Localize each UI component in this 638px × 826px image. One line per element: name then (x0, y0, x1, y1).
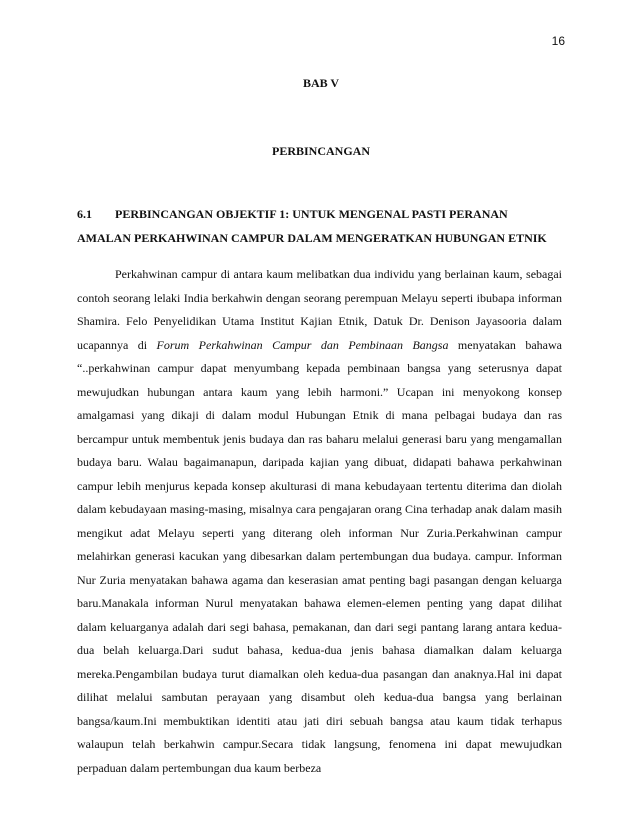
section-heading (77, 202, 562, 250)
paragraph-text-part2: menyatakan bahawa “..perkahwinan campur dapat menyumbang kepada pembinaan bangsa yang seterusnya dapat mewujudkan hubungan antara kaum yang lebih harmoni.” Ucapan ini menyokong konsep amalgamasi yang dikaji di dalam modul Hubungan Etnik di mana pelbagai budaya dan ras bercampur untuk membentuk jenis budaya dan ras baharu melalui generasi baru yang mengamallan budaya baru. Walau bagaimanapun, daripada kajian yang dibuat, didapati bahawa perkahwinan campur lebih menjurus kepada konsep akulturasi di mana kebudayaan tertentu diterima dan diolah dalam kebudayaan masing-masing, misalnya cara pengajaran orang Cina terhadap anak dalam masih mengikut adat Melayu seperti yang diterang oleh informan Nur Zuria.Perkahwinan campur melahirkan generasi kacukan yang dibesarkan dalam pertembungan dua budaya. campur. Informan Nur Zuria menyatakan bahawa agama dan keserasian amat penting bagi pasangan dengan keluarga baru.Manakala informan Nurul menyatakan bahawa elemen-elemen penting yang dapat dilihat dalam keluarganya adalah dari segi bahasa, pemakanan, dan dari segi pantang larang antara kedua-dua belah keluarga.Dari sudut bahasa, kedua-dua jenis bahasa diamalkan dalam keluarga mereka.Pengambilan budaya turut diamalkan oleh kedua-dua pasangan dan anaknya.Hal ini dapat dilihat melalui sambutan perayaan yang disambut oleh kedua-dua bangsa yang berlainan bangsa/kaum.Ini membuktikan identiti atau jati diri sebuah bangsa atau kaum tidak terhapus walaupun telah berkahwin campur.Secara tidak langsung, fenomena ini dapat mewujudkan perpaduan dalam pertembungan dua kaum berbeza (77, 337, 562, 775)
paragraph-text-part1: Perkahwinan campur di antara kaum melibatkan dua individu yang berlainan kaum, sebagai contoh seorang lelaki India berkahwin dengan seorang perempuan Melayu seperti ibubapa informan Shamira. Felo Penyelidikan Utama Institut Kajian Etnik, Datuk Dr. Denison Jayasooria dalam ucapannya di (77, 267, 562, 352)
chapter-title: PERBINCANGAN (271, 144, 370, 158)
body-paragraph (77, 263, 562, 780)
chapter-label: BAB V (302, 76, 340, 90)
forum-title-italic: Forum Perkahwinan Campur dan Pembinaan Bangsa (156, 337, 449, 352)
section-number: 6.1 (77, 207, 92, 221)
section-heading-text: PERBINCANGAN OBJEKTIF 1: UNTUK MENGENAL PASTI PERANAN AMALAN PERKAHWINAN CAMPUR DALAM MENGERATKAN HUBUNGAN ETNIK (77, 207, 547, 245)
page-number: 16 (551, 34, 565, 48)
